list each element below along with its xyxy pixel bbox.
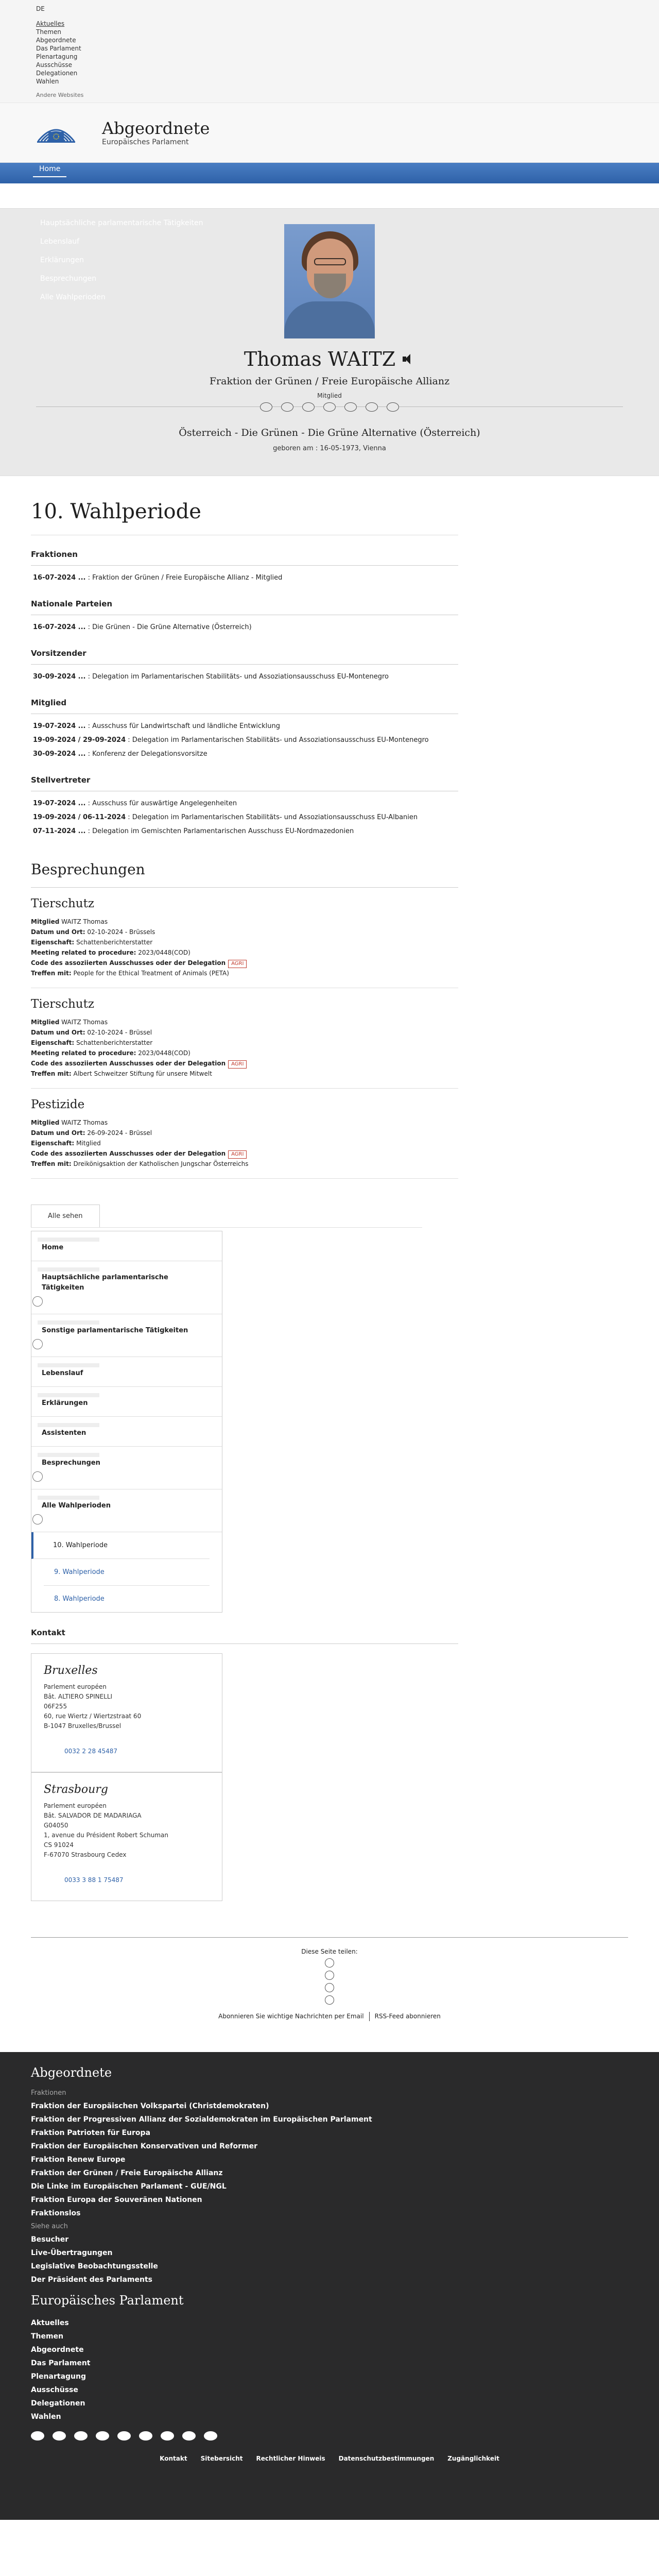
label: Code des assoziierten Ausschusses oder der Delegation (31, 1150, 226, 1157)
meeting-topic: Tierschutz (31, 997, 94, 1011)
photo-glasses (314, 258, 346, 265)
placeholder-bar (38, 1453, 99, 1457)
placeholder-bar (38, 1267, 99, 1272)
top-menu (36, 20, 623, 86)
footer-group-link[interactable]: Fraktion der Europäischen Konservativen und Reformer (31, 2142, 257, 2150)
twitter-icon[interactable] (323, 402, 336, 412)
legal-link[interactable]: Rechtlicher Hinweis (256, 2455, 325, 2462)
website-icon[interactable] (260, 402, 272, 412)
hero-menu-item[interactable]: Lebenslauf (40, 238, 80, 246)
item-text: : Delegation im Parlamentarischen Stabilitäts- und Assoziationsausschuss EU-Albanien (126, 814, 418, 821)
placeholder-bar (38, 1238, 99, 1242)
sidenav-item-home[interactable] (31, 1231, 222, 1261)
show-all-button[interactable]: Alle sehen (31, 1205, 100, 1227)
committee-badge[interactable]: AGRI (228, 960, 247, 968)
footer-group-link[interactable]: Fraktion Patrioten für Europa (31, 2129, 151, 2137)
instagram-icon[interactable] (344, 402, 357, 412)
address-line: Parlement européen (44, 1802, 107, 1809)
social-icons (260, 402, 399, 412)
placeholder-bar (38, 1320, 99, 1325)
label: Eigenschaft: (31, 939, 75, 946)
site-header (0, 103, 659, 163)
language-selector[interactable]: DE (36, 5, 45, 12)
hero-menu-item[interactable]: Besprechungen (40, 275, 97, 283)
footer-ep-link[interactable]: Themen (31, 2332, 64, 2341)
legal-link[interactable]: Kontakt (160, 2455, 187, 2462)
twitter-icon[interactable] (53, 2431, 66, 2441)
hero-menu-item[interactable]: Erklärungen (40, 256, 84, 264)
committee-badge[interactable]: AGRI (228, 1060, 247, 1069)
photo-shirt (284, 301, 375, 338)
linkedin-share-icon[interactable] (325, 1983, 334, 1992)
section-member (31, 698, 458, 761)
meeting-with: Dreikönigsaktion der Katholischen Jungschar Österreichs (73, 1160, 249, 1167)
top-menu-item[interactable]: Delegationen (36, 70, 78, 77)
national-party: Österreich - Die Grünen - Die Grüne Alternative (Österreich) (179, 427, 480, 438)
meeting-capacity: Schattenberichterstatter (76, 939, 153, 946)
section-chair (31, 649, 458, 684)
label: Mitglied (31, 1119, 60, 1126)
site-footer (0, 2052, 659, 2520)
meeting-member: WAITZ Thomas (61, 918, 108, 925)
sidenav-label: Home (42, 1244, 64, 1251)
list-item (31, 747, 458, 761)
photo-beard (314, 274, 346, 298)
side-navigation (31, 1231, 222, 1613)
label: Treffen mit: (31, 1160, 72, 1167)
section-title: Nationale Parteien (31, 599, 458, 615)
footer-ep-link[interactable]: Delegationen (31, 2399, 85, 2408)
facebook-share-icon[interactable] (325, 1958, 334, 1968)
rss-link[interactable]: RSS-Feed abonnieren (374, 2012, 441, 2020)
placeholder-bar (38, 1496, 99, 1500)
label: Meeting related to procedure: (31, 1049, 136, 1057)
committee-badge[interactable]: AGRI (228, 1150, 247, 1159)
sidenav-label: Hauptsächliche parlamentarische Tätigkeiten (42, 1274, 168, 1292)
footer-see-also-link[interactable]: Live-Übertragungen (31, 2249, 113, 2257)
address-line: G04050 (44, 1822, 68, 1829)
footer-title: Abgeordnete (31, 2065, 112, 2080)
hero-menu (40, 214, 203, 307)
nav-home-link[interactable]: Home (33, 163, 66, 177)
footer-ep-link[interactable]: Plenartagung (31, 2372, 86, 2381)
phone-link[interactable]: 0032 2 28 45487 (64, 1748, 118, 1755)
footer-ep-link[interactable]: Wahlen (31, 2413, 61, 2421)
main-content (0, 500, 458, 1901)
meeting-with: Albert Schweitzer Stiftung für unsere Mitwelt (73, 1070, 212, 1077)
label: Code des assoziierten Ausschusses oder der Delegation (31, 1060, 226, 1067)
meeting-date: 02-10-2024 - Brüssels (87, 928, 155, 936)
item-text: : Ausschuss für auswärtige Angelegenheiten (85, 800, 237, 807)
meeting-member: WAITZ Thomas (61, 1119, 108, 1126)
sidenav-item-other-activities[interactable] (31, 1314, 222, 1357)
subscribe-row (31, 2012, 628, 2021)
item-date: 19-09-2024 / 06-11-2024 (33, 814, 126, 821)
hero-menu-item[interactable]: Alle Wahlperioden (40, 293, 106, 301)
share-section (31, 1937, 628, 2021)
footer-legal-links (31, 2455, 628, 2462)
office-city: Bruxelles (44, 1664, 98, 1677)
sidenav-item-declarations[interactable] (31, 1387, 222, 1417)
meeting-with: People for the Ethical Treatment of Animals (PETA) (73, 970, 229, 977)
european-parliament-logo[interactable] (36, 121, 76, 145)
list-item (31, 620, 458, 634)
footer-see-also-link[interactable]: Legislative Beobachtungsstelle (31, 2262, 158, 2270)
footer-ep-link[interactable]: Das Parlament (31, 2359, 91, 2367)
section-title: Fraktionen (31, 550, 458, 566)
show-all-row (31, 1205, 422, 1228)
email-icon[interactable] (281, 402, 293, 412)
footer-caption: Siehe auch (31, 2223, 68, 2230)
sidenav-item-all-terms[interactable] (31, 1489, 222, 1532)
label: Meeting related to procedure: (31, 949, 136, 956)
separator (369, 2012, 370, 2021)
facebook-icon[interactable] (31, 2431, 44, 2441)
legal-link[interactable]: Sitebersicht (200, 2455, 243, 2462)
top-menu-item[interactable]: Themen (36, 28, 61, 36)
footer-group-link[interactable]: Fraktion der Grünen / Freie Europäische Allianz (31, 2169, 223, 2177)
placeholder-bar (38, 1393, 99, 1397)
footer-group-link[interactable]: Die Linke im Europäischen Parlament - GUE/NGL (31, 2182, 227, 2191)
email-subscribe-link[interactable]: Abonnieren Sie wichtige Nachrichten per Email (218, 2012, 364, 2020)
item-date: 30-09-2024 ... (33, 673, 86, 681)
item-text: : Ausschuss für Landwirtschaft und ländliche Entwicklung (85, 722, 280, 730)
item-date: 19-07-2024 ... (33, 800, 86, 807)
footer-group-link[interactable]: Fraktionslos (31, 2209, 81, 2217)
site-title[interactable]: Abgeordnete (102, 118, 210, 138)
label: Eigenschaft: (31, 1140, 75, 1147)
top-menu-item[interactable]: Das Parlament (36, 45, 81, 52)
phone-link[interactable]: 0033 3 88 1 75487 (64, 1876, 124, 1884)
item-date: 16-07-2024 ... (33, 574, 86, 582)
footer-group-link[interactable]: Fraktion der Progressiven Allianz der Sozialdemokraten im Europäischen Parlament (31, 2115, 372, 2124)
expand-radio-icon[interactable] (32, 1296, 43, 1307)
social-links-row (36, 406, 623, 422)
item-date: 07-11-2024 ... (33, 827, 86, 835)
term-link[interactable]: 8. Wahlperiode (54, 1595, 105, 1603)
legal-link[interactable]: Zugänglichkeit (447, 2455, 499, 2462)
label: Code des assoziierten Ausschusses oder der Delegation (31, 959, 226, 967)
item-text: : Delegation im Parlamentarischen Stabilitäts- und Assoziationsausschuss EU-Montenegro (126, 736, 429, 744)
sidenav-label: Sonstige parlamentarische Tätigkeiten (42, 1327, 188, 1334)
address-line: F-67070 Strasbourg Cedex (44, 1851, 127, 1858)
footer-ep-link[interactable]: Aktuelles (31, 2319, 69, 2327)
item-text: : Delegation im Gemischten Parlamentarischen Ausschuss EU-Nordmazedonien (85, 827, 354, 835)
list-item (31, 571, 458, 585)
sidenav-item-main-activities[interactable] (31, 1261, 222, 1314)
meeting-procedure[interactable]: 2023/0448(COD) (138, 949, 190, 956)
section-national-parties (31, 599, 458, 634)
meeting-procedure[interactable]: 2023/0448(COD) (138, 1049, 190, 1057)
address-line: Bât. SALVADOR DE MADARIAGA (44, 1812, 142, 1819)
section-title: Stellvertreter (31, 775, 458, 791)
address-line: 60, rue Wiertz / Wiertzstraat 60 (44, 1713, 142, 1720)
list-item (31, 810, 458, 824)
meeting-capacity: Mitglied (76, 1140, 101, 1147)
top-bar (0, 0, 659, 103)
instagram-icon[interactable] (139, 2431, 152, 2441)
meeting-card (31, 888, 458, 988)
expand-radio-icon[interactable] (32, 1471, 43, 1482)
label: Datum und Ort: (31, 1029, 85, 1036)
sidenav-item-cv[interactable] (31, 1357, 222, 1387)
contact-title: Kontakt (31, 1628, 458, 1644)
placeholder-bar (38, 1363, 99, 1367)
site-subtitle: Europäisches Parlament (102, 138, 189, 146)
item-text: : Delegation im Parlamentarischen Stabilitäts- und Assoziationsausschuss EU-Montenegro (85, 673, 389, 681)
birth-info: geboren am : 16-05-1973, Vienna (273, 445, 386, 452)
label: Treffen mit: (31, 1070, 72, 1077)
footer-caption: Fraktionen (31, 2089, 66, 2097)
top-menu-item[interactable]: Abgeordnete (36, 37, 76, 44)
meetings-title: Besprechungen (31, 861, 458, 888)
label: Eigenschaft: (31, 1039, 75, 1046)
section-substitute (31, 775, 458, 838)
snapchat-icon[interactable] (182, 2431, 196, 2441)
item-text: : Die Grünen - Die Grüne Alternative (Österreich) (85, 623, 252, 631)
meeting-card (31, 988, 458, 1089)
list-item (31, 733, 458, 747)
mep-name-text: Thomas WAITZ (244, 348, 396, 370)
meeting-topic: Tierschutz (31, 897, 94, 910)
item-date: 19-07-2024 ... (33, 722, 86, 730)
footer-see-also-link[interactable]: Besucher (31, 2235, 69, 2244)
top-menu-item[interactable]: Plenartagung (36, 53, 78, 60)
sidenav-label: Erklärungen (42, 1399, 88, 1407)
mep-photo (284, 224, 375, 338)
top-menu-item[interactable]: Aktuelles (36, 20, 65, 27)
address-line: 06F255 (44, 1703, 67, 1710)
footer-group-link[interactable]: Fraktion Renew Europe (31, 2156, 126, 2164)
twitter-share-icon[interactable] (325, 1971, 334, 1980)
top-menu-item[interactable]: Ausschüsse (36, 61, 73, 69)
list-item (31, 824, 458, 838)
mep-name (244, 348, 415, 370)
other-websites-link[interactable]: Andere Websites (36, 92, 84, 98)
footer-social-icons (31, 2431, 628, 2441)
linkedin-icon[interactable] (96, 2431, 109, 2441)
label: Datum und Ort: (31, 1129, 85, 1137)
label: Mitglied (31, 918, 60, 925)
sidenav-label: Assistenten (42, 1429, 86, 1437)
section-groups (31, 550, 458, 585)
label: Mitglied (31, 1019, 60, 1026)
political-group: Fraktion der Grünen / Freie Europäische Allianz (209, 376, 450, 387)
term-link[interactable]: 9. Wahlperiode (44, 1559, 210, 1586)
expand-radio-icon[interactable] (32, 1514, 43, 1524)
expand-radio-icon[interactable] (32, 1339, 43, 1349)
meeting-member: WAITZ Thomas (61, 1019, 108, 1026)
meeting-capacity: Schattenberichterstatter (76, 1039, 153, 1046)
footer-ep-link[interactable]: Abgeordnete (31, 2346, 84, 2354)
youtube-icon[interactable] (117, 2431, 131, 2441)
placeholder-bar (38, 1423, 99, 1427)
footer-ep-title: Europäisches Parlament (31, 2293, 184, 2308)
youtube-icon[interactable] (366, 402, 378, 412)
label: Datum und Ort: (31, 928, 85, 936)
office-card-brussels (31, 1653, 222, 1772)
meeting-topic: Pestizide (31, 1098, 85, 1111)
linkedin-icon[interactable] (387, 402, 399, 412)
footer-ep-link[interactable]: Ausschüsse (31, 2386, 78, 2394)
sidenav-label: Besprechungen (42, 1459, 100, 1467)
footer-see-also-link[interactable]: Der Präsident des Parlaments (31, 2276, 152, 2284)
label: Treffen mit: (31, 970, 72, 977)
section-title: Mitglied (31, 698, 458, 714)
mep-hero (0, 208, 659, 476)
pinterest-icon[interactable] (161, 2431, 174, 2441)
meeting-card (31, 1089, 458, 1179)
item-date: 30-09-2024 ... (33, 750, 86, 758)
sidenav-label: Lebenslauf (42, 1369, 83, 1377)
term-link-current[interactable]: 10. Wahlperiode (31, 1532, 210, 1559)
address-line: 1, avenue du Président Robert Schuman (44, 1832, 169, 1839)
sidenav-item-meetings[interactable] (31, 1447, 222, 1489)
address-line: Bât. ALTIERO SPINELLI (44, 1693, 113, 1700)
group-role: Mitglied (317, 392, 342, 399)
address-line: B-1047 Bruxelles/Brussel (44, 1722, 122, 1730)
sidenav-label: Alle Wahlperioden (42, 1502, 111, 1510)
flickr-icon[interactable] (74, 2431, 88, 2441)
section-title: Vorsitzender (31, 649, 458, 665)
contact-section (31, 1628, 458, 1901)
meeting-date: 02-10-2024 - Brüssel (87, 1029, 152, 1036)
list-item (31, 796, 458, 810)
legal-link[interactable]: Datenschutzbestimmungen (338, 2455, 435, 2462)
facebook-icon[interactable] (302, 402, 315, 412)
office-card-strasbourg (31, 1772, 222, 1901)
item-text: : Konferenz der Delegationsvorsitze (85, 750, 207, 758)
main-nav (0, 163, 659, 183)
reddit-icon[interactable] (204, 2431, 217, 2441)
term-title: 10. Wahlperiode (31, 500, 458, 535)
meeting-date: 26-09-2024 - Brüssel (87, 1129, 152, 1137)
share-label: Diese Seite teilen: (301, 1948, 358, 1955)
list-item (31, 719, 458, 733)
speaker-icon[interactable] (403, 353, 415, 365)
item-text: : Fraktion der Grünen / Freie Europäische Allianz - Mitglied (85, 574, 283, 582)
item-date: 16-07-2024 ... (33, 623, 86, 631)
list-item (31, 670, 458, 684)
address-line: Parlement européen (44, 1683, 107, 1690)
top-menu-item[interactable]: Wahlen (36, 78, 59, 85)
office-city: Strasbourg (44, 1783, 108, 1796)
footer-group-link[interactable]: Fraktion Europa der Souveränen Nationen (31, 2196, 202, 2204)
item-date: 19-09-2024 / 29-09-2024 (33, 736, 126, 744)
hero-menu-item[interactable]: Hauptsächliche parlamentarische Tätigkeiten (40, 219, 203, 227)
email-share-icon[interactable] (325, 1995, 334, 2005)
sidenav-item-assistants[interactable] (31, 1417, 222, 1447)
address-line: CS 91024 (44, 1841, 74, 1849)
footer-group-link[interactable]: Fraktion der Europäischen Volkspartei (Christdemokraten) (31, 2102, 269, 2110)
